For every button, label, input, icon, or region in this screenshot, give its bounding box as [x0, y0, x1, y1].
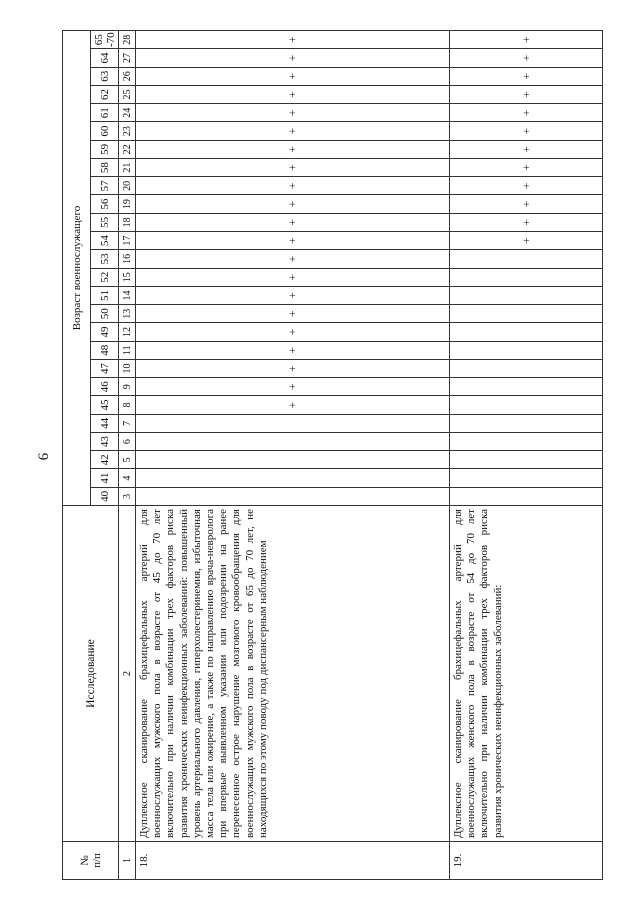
study-table: [62, 30, 603, 880]
age-col-5: 45: [91, 396, 119, 414]
age-mark-cell: +: [450, 85, 603, 103]
age-mark-cell: +: [136, 396, 450, 414]
age-mark-cell: +: [136, 195, 450, 213]
age-mark-cell: +: [450, 232, 603, 250]
age-mark-cell: [136, 451, 450, 469]
col-index-6: 7: [119, 414, 136, 432]
age-col-6: 46: [91, 378, 119, 396]
age-mark-cell: +: [136, 122, 450, 140]
age-mark-cell: +: [136, 213, 450, 231]
age-mark-cell: [450, 359, 603, 377]
age-mark-cell: +: [450, 195, 603, 213]
col-index-1: 2: [119, 506, 136, 842]
col-index-24: 25: [119, 85, 136, 103]
col-index-26: 27: [119, 49, 136, 67]
age-col-18: 58: [91, 158, 119, 176]
age-mark-cell: +: [136, 286, 450, 304]
age-mark-cell: +: [136, 232, 450, 250]
age-mark-cell: +: [450, 140, 603, 158]
col-index-16: 17: [119, 232, 136, 250]
col-index-20: 21: [119, 158, 136, 176]
age-mark-cell: [450, 487, 603, 505]
col-index-11: 12: [119, 323, 136, 341]
study-header: Исследование: [63, 506, 119, 842]
age-mark-cell: +: [450, 177, 603, 195]
age-mark-cell: +: [136, 85, 450, 103]
age-col-8: 48: [91, 341, 119, 359]
col-index-27: 28: [119, 31, 136, 49]
age-mark-cell: [450, 414, 603, 432]
col-index-21: 22: [119, 140, 136, 158]
age-mark-cell: +: [136, 250, 450, 268]
age-mark-cell: +: [136, 158, 450, 176]
table-row: [450, 31, 603, 880]
age-mark-cell: +: [136, 305, 450, 323]
age-col-25: 65 -70: [92, 32, 117, 48]
col-index-8: 9: [119, 378, 136, 396]
col-index-13: 14: [119, 286, 136, 304]
col-index-4: 5: [119, 451, 136, 469]
age-mark-cell: +: [136, 378, 450, 396]
age-mark-cell: +: [136, 323, 450, 341]
col-index-15: 16: [119, 250, 136, 268]
age-mark-cell: +: [450, 104, 603, 122]
col-index-23: 24: [119, 104, 136, 122]
col-index-10: 11: [119, 341, 136, 359]
age-mark-cell: +: [136, 268, 450, 286]
age-mark-cell: [450, 378, 603, 396]
age-mark-cell: +: [450, 31, 603, 49]
age-mark-cell: +: [450, 67, 603, 85]
age-mark-cell: +: [136, 140, 450, 158]
age-col-15: 55: [91, 213, 119, 231]
col-index-9: 10: [119, 359, 136, 377]
age-mark-cell: [450, 250, 603, 268]
age-mark-cell: [450, 469, 603, 487]
age-mark-cell: [136, 432, 450, 450]
age-mark-cell: +: [136, 31, 450, 49]
table-row: [136, 31, 450, 880]
age-col-1: 41: [91, 469, 119, 487]
age-col-19: 59: [91, 140, 119, 158]
age-col-9: 49: [91, 323, 119, 341]
page-number: 9: [34, 452, 51, 461]
age-mark-cell: [450, 268, 603, 286]
age-col-12: 52: [91, 268, 119, 286]
age-mark-cell: [450, 323, 603, 341]
age-mark-cell: +: [136, 104, 450, 122]
age-mark-cell: [136, 414, 450, 432]
age-col-10: 50: [91, 305, 119, 323]
col-index-17: 18: [119, 213, 136, 231]
age-col-13: 53: [91, 250, 119, 268]
age-col-3: 43: [91, 432, 119, 450]
age-mark-cell: [136, 487, 450, 505]
age-col-16: 56: [91, 195, 119, 213]
age-mark-cell: [450, 432, 603, 450]
age-mark-cell: +: [136, 341, 450, 359]
col-index-0: 1: [119, 842, 136, 880]
age-col-4: 44: [91, 414, 119, 432]
age-mark-cell: [450, 451, 603, 469]
age-col-14: 54: [91, 232, 119, 250]
age-col-22: 62: [91, 85, 119, 103]
age-mark-cell: [136, 469, 450, 487]
col-index-19: 20: [119, 177, 136, 195]
age-mark-cell: [450, 396, 603, 414]
age-col-17: 57: [91, 177, 119, 195]
col-index-7: 8: [119, 396, 136, 414]
row-number: 18.: [136, 842, 450, 880]
age-mark-cell: +: [136, 177, 450, 195]
age-mark-cell: +: [450, 122, 603, 140]
age-mark-cell: +: [136, 49, 450, 67]
age-col-20: 60: [91, 122, 119, 140]
col-index-25: 26: [119, 67, 136, 85]
age-mark-cell: +: [450, 49, 603, 67]
col-index-22: 23: [119, 122, 136, 140]
age-mark-cell: [450, 286, 603, 304]
age-col-11: 51: [91, 286, 119, 304]
age-mark-cell: [450, 341, 603, 359]
study-description: Дуплексное сканирование брахицефальных артерий для военнослужащих женского пола в возрасте от 54 до 70 лет включительно при наличии комбинации трех факторов риска развития хронических неинфекционных заболеваний:: [450, 506, 603, 842]
age-mark-cell: [450, 305, 603, 323]
num-header: № п/п: [63, 842, 119, 880]
age-col-24: 64: [91, 49, 119, 67]
col-index-12: 13: [119, 305, 136, 323]
col-index-2: 3: [119, 487, 136, 505]
col-index-18: 19: [119, 195, 136, 213]
study-description: Дуплексное сканирование брахицефальных артерий для военнослужащих мужского пола в возрасте от 45 до 70 лет включительно при наличии комбинации трех факторов риска развития хронических неинфекционных заболеваний: повышенный уровень артериального давления, гиперхолестеринемия, избыточная масса тела или ожирение, а также по направлению врача-невролога при впервые выявленном указании или подозрении на ранее перенесенное острое нарушение мозгового кровообращения для военнослужащих мужского пола в возрасте от 65 до 70 лет, не находящихся по этому поводу под диспансерным наблюдением: [136, 506, 450, 842]
age-header: Возраст военнослужащего: [63, 31, 91, 506]
age-col-0: 40: [91, 487, 119, 505]
col-index-5: 6: [119, 432, 136, 450]
age-mark-cell: +: [450, 213, 603, 231]
age-col-2: 42: [91, 451, 119, 469]
age-col-7: 47: [91, 359, 119, 377]
age-mark-cell: +: [450, 158, 603, 176]
col-index-14: 15: [119, 268, 136, 286]
age-mark-cell: +: [136, 359, 450, 377]
row-number: 19.: [450, 842, 603, 880]
age-col-21: 61: [91, 104, 119, 122]
rotated-table-container: [62, 30, 602, 880]
age-col-23: 63: [91, 67, 119, 85]
age-mark-cell: +: [136, 67, 450, 85]
col-index-3: 4: [119, 469, 136, 487]
